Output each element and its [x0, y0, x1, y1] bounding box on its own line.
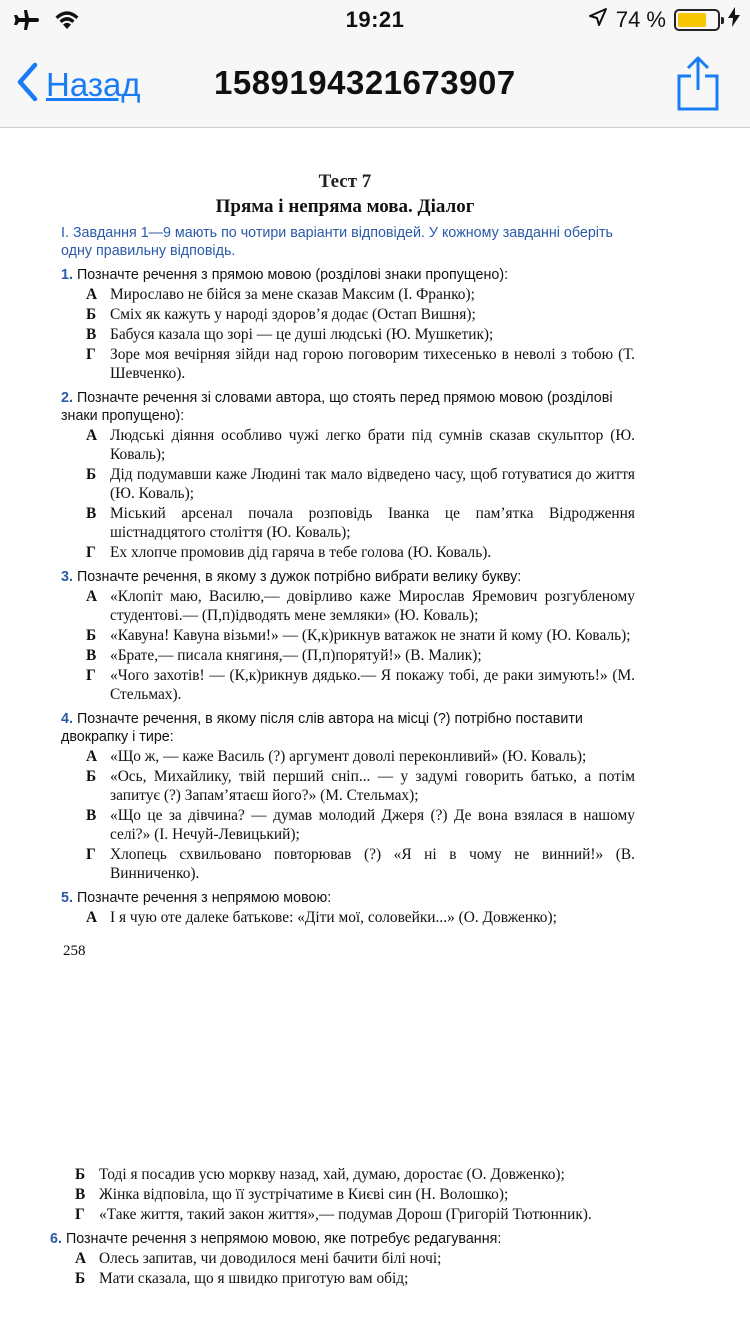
- answer-option: [86, 587, 635, 625]
- question-prompt: Позначте речення з прямою мовою (розділові знаки пропущено):: [76, 267, 509, 283]
- share-icon: [676, 99, 720, 116]
- option-letter: Б: [86, 627, 97, 644]
- navigation-bar: [0, 40, 750, 128]
- option-letter: Г: [75, 1206, 85, 1223]
- option-text: «Що ж, — каже Василь (?) аргумент доволі переконливий» (Ю. Коваль);: [110, 748, 587, 765]
- answer-option: [75, 1269, 625, 1288]
- answer-option: [86, 806, 635, 844]
- option-text: Тоді я посадив усю моркву назад, хай, думаю, доростає (О. Довженко);: [99, 1166, 565, 1183]
- question-prompt: Позначте речення з непрямою мовою:: [76, 890, 332, 906]
- option-letter: А: [86, 286, 98, 303]
- question-text: [50, 1230, 625, 1248]
- status-time: 19:21: [345, 7, 405, 32]
- document-viewer[interactable]: [0, 129, 750, 1334]
- question-text: [61, 710, 635, 746]
- option-text: Ех хлопче промовив дід гаряча в тебе голова (Ю. Коваль).: [110, 544, 492, 561]
- question-prompt: Позначте речення з непрямою мовою, яке потребує редагування:: [65, 1231, 502, 1247]
- answer-option: [75, 1185, 625, 1204]
- option-text: «Ось, Михайлику, твій перший сніп... — у задумі говорить батько, а потім запитує (?) Запам’ятаєш його?» (М. Стельмах);: [110, 768, 635, 804]
- option-text: «Таке життя, такий закон життя»,— подумав Дорош (Григорій Тютюнник).: [99, 1206, 592, 1223]
- back-button[interactable]: [16, 62, 141, 107]
- question-number: 3.: [61, 569, 73, 585]
- answer-option: [75, 1249, 625, 1268]
- location-arrow-icon: [588, 7, 608, 33]
- status-bar: [0, 0, 750, 40]
- page-259: [45, 1164, 625, 1288]
- answer-option: [86, 285, 635, 304]
- option-text: «Брате,— писала княгиня,— (П,п)порятуй!» (В. Малик);: [110, 647, 482, 664]
- instruction-text: I. Завдання 1—9 мають по чотири варіанти відповідей. У кожному завданні оберіть одну правильну відповідь.: [61, 225, 613, 259]
- question-5: [55, 889, 635, 927]
- option-text: І я чую оте далеке батькове: «Діти мої, соловейки...» (О. Довженко);: [110, 909, 557, 926]
- option-text: Сміх як кажуть у народі здоров’я додає (Остап Вишня);: [110, 306, 476, 323]
- option-text: «Чого захотів! — (К,к)рикнув дядько.— Я покажу тобі, де раки зимують!» (М. Стельмах).: [110, 667, 635, 703]
- test-subtitle: Пряма і непряма мова. Діалог: [215, 196, 475, 217]
- page-number: 258: [63, 943, 86, 959]
- question-6: [45, 1230, 625, 1288]
- back-label: Назад: [46, 65, 141, 103]
- chevron-left-icon: [16, 62, 38, 107]
- share-button[interactable]: [676, 56, 720, 117]
- option-text: «Кавуна! Кавуна візьми!» — (К,к)рикнув ватажок не знати й кому (Ю. Коваль);: [110, 627, 631, 644]
- question-prompt: Позначте речення, в якому після слів автора на місці (?) потрібно поставити двокрапку і тире:: [61, 711, 583, 745]
- document-title: 1589194321673907: [214, 64, 516, 101]
- option-text: Людські діяння особливо чужі легко брати під сумнів сказав скульптор (Ю. Коваль);: [110, 427, 635, 463]
- answer-option: [86, 543, 635, 562]
- page-258: [55, 171, 635, 960]
- answer-option: [86, 325, 635, 344]
- option-letter: Б: [86, 768, 97, 785]
- option-letter: А: [75, 1250, 87, 1267]
- answer-option: [86, 666, 635, 704]
- battery-percent: 74 %: [615, 7, 666, 32]
- charging-bolt-icon: [728, 7, 740, 33]
- answer-option: [86, 747, 635, 766]
- option-letter: Г: [86, 667, 96, 684]
- question-text: [61, 568, 635, 586]
- question-text: [61, 389, 635, 425]
- question-number: 5.: [61, 890, 73, 906]
- answer-option: [86, 646, 635, 665]
- question-3: [55, 568, 635, 704]
- question-4: [55, 710, 635, 883]
- option-letter: А: [86, 909, 98, 926]
- answer-option: [75, 1205, 625, 1224]
- option-letter: А: [86, 588, 98, 605]
- option-text: «Клопіт маю, Василю,— довірливо каже Мирослав Яремович розгубленому студентові.— (П,п)ідводять мене земляки» (Ю. Коваль);: [110, 588, 635, 624]
- option-text: Хлопець схвильовано повторював (?) «Я ні в чому не винний!» (В. Винниченко).: [110, 846, 635, 882]
- answer-option: [86, 426, 635, 464]
- option-letter: Б: [75, 1270, 86, 1287]
- question-number: 4.: [61, 711, 73, 727]
- question-list: [55, 266, 635, 927]
- option-letter: Б: [75, 1166, 86, 1183]
- option-text: «Що це за дівчина? — думав молодий Джеря (?) Де вона взялася в нашому селі?» (І. Нечуй-Левицький);: [110, 807, 635, 843]
- option-letter: А: [86, 427, 98, 444]
- answer-option: [86, 305, 635, 324]
- question-1: [55, 266, 635, 383]
- answer-option: [86, 345, 635, 383]
- question-prompt: Позначте речення, в якому з дужок потрібно вибрати велику букву:: [76, 569, 522, 585]
- answer-option: [86, 908, 635, 927]
- answer-option: [75, 1165, 625, 1184]
- option-letter: В: [86, 326, 97, 343]
- question-text: [61, 889, 635, 907]
- option-letter: Г: [86, 346, 96, 363]
- answer-option: [86, 845, 635, 883]
- option-text: Зоре моя вечірняя зійди над горою поговорим тихесенько в неволі з тобою (Т. Шевченко).: [110, 346, 635, 382]
- option-letter: В: [86, 647, 97, 664]
- battery-icon: [674, 9, 720, 31]
- question-number: 6.: [50, 1231, 62, 1247]
- option-text: Жінка відповіла, що її зустрічатиме в Києві син (Н. Волошко);: [99, 1186, 509, 1203]
- option-text: Міський арсенал почала розповідь Іванка це пам’ятка Відродження шістнадцятого століття (Ю. Коваль);: [110, 505, 635, 541]
- option-text: Мати сказала, що я швидко приготую вам обід;: [99, 1270, 409, 1287]
- option-letter: В: [75, 1186, 86, 1203]
- answer-option: [86, 504, 635, 542]
- option-letter: В: [86, 807, 97, 824]
- test-title: Тест 7: [318, 171, 372, 192]
- option-text: Дід подумавши каже Людині так мало відведено часу, щоб готуватися до життя (Ю. Коваль);: [110, 466, 635, 502]
- answer-option: [86, 767, 635, 805]
- option-text: Олесь запитав, чи доводилося мені бачити білі ночі;: [99, 1250, 442, 1267]
- q6-options: [45, 1249, 625, 1288]
- option-letter: Г: [86, 846, 96, 863]
- option-letter: А: [86, 748, 98, 765]
- question-number: 2.: [61, 390, 73, 406]
- option-text: Бабуся казала що зорі — це душі людські (Ю. Мушкетик);: [110, 326, 494, 343]
- question-prompt: Позначте речення зі словами автора, що стоять перед прямою мовою (розділові знаки пропущено):: [61, 390, 613, 424]
- question-number: 1.: [61, 267, 73, 283]
- question-2: [55, 389, 635, 562]
- option-letter: Б: [86, 306, 97, 323]
- option-letter: Г: [86, 544, 96, 561]
- continued-options: [45, 1165, 625, 1224]
- option-text: Мирославо не бійся за мене сказав Максим (І. Франко);: [110, 286, 475, 303]
- option-letter: В: [86, 505, 97, 522]
- option-letter: Б: [86, 466, 97, 483]
- answer-option: [86, 465, 635, 503]
- question-text: [61, 266, 635, 284]
- status-right: [588, 7, 740, 33]
- answer-option: [86, 626, 635, 645]
- battery-level: [678, 13, 706, 27]
